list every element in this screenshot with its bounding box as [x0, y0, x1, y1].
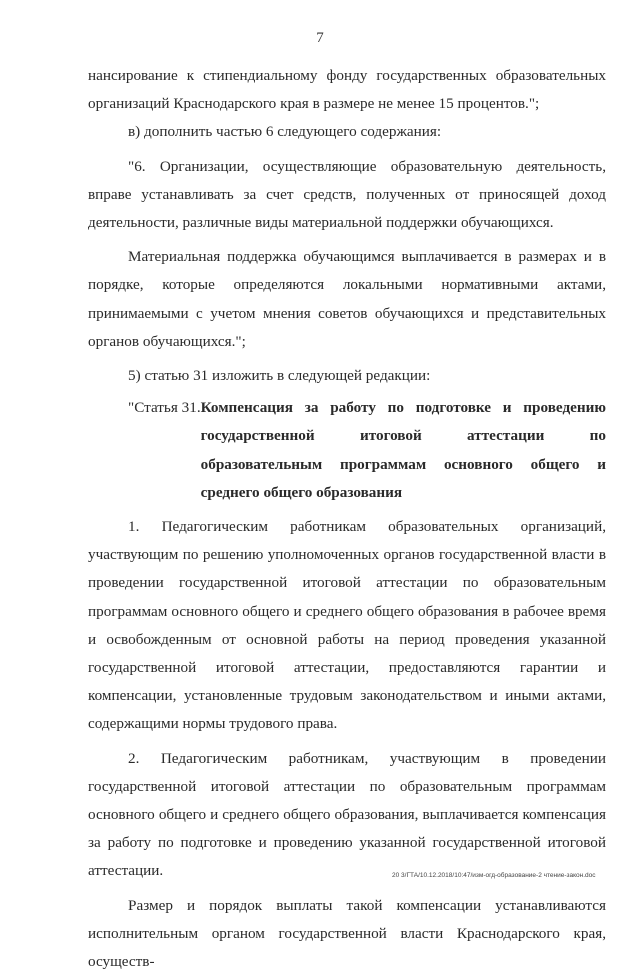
paragraph-part-6: "6. Организации, осуществляющие образовательную деятельность, вправе устанавливать за счет средств, полученных от приносящей доход деятельности, различные виды материальной поддержки обучающихся.	[88, 157, 606, 232]
article-heading	[88, 394, 606, 507]
article-title: Компенсация за работу по подготовке и проведению государственной итоговой аттестации по образовательным программам основного общего и среднего общего образования	[200, 399, 606, 501]
page-number: 7	[316, 30, 324, 46]
article-label: "Статья 31.	[128, 399, 201, 417]
paragraph-material-support: Материальная поддержка обучающимся выплачивается в размерах и в порядке, которые определяются локальными нормативными актами, принимаемыми с учетом мнения советов обучающихся и представительных органов обучающихся.";	[88, 248, 606, 350]
file-path-footer: 20 3/ГТА/10.12.2018/10:47/изм-огд-образование-2 чтение-закон.doc	[392, 872, 596, 879]
paragraph-amendment-5: 5) статью 31 изложить в следующей редакции:	[128, 367, 431, 385]
paragraph-compensation-procedure: Размер и порядок выплаты такой компенсации устанавливаются исполнительным органом государственной власти Краснодарского края, осуществ-	[88, 896, 606, 971]
paragraph-amendment-v: в) дополнить частью 6 следующего содержания:	[128, 123, 442, 141]
document-body	[88, 62, 606, 976]
paragraph-continuation: нансирование к стипендиальному фонду государственных образовательных организаций Краснодарского края в размере не менее 15 процентов.";	[88, 67, 606, 113]
paragraph-article-part-1: 1. Педагогическим работникам образовательных организаций, участвующим по решению уполномоченных органов государственной власти в проведении государственной итоговой аттестации по образовательным программам основного общего и среднего общего образования в рабочее время и освобожденным от основной работы на период проведения указанной государственной итоговой аттестации, предоставляются гарантии и компенсации, установленные трудовым законодательством и иными актами, содержащими нормы трудового права.	[88, 518, 606, 733]
paragraph-article-part-2: 2. Педагогическим работникам, участвующим в проведении государственной итоговой аттестации по образовательным программам основного общего и среднего общего образования, выплачивается компенсация за работу по подготовке и проведению указанной государственной итоговой аттестации.	[88, 749, 606, 880]
